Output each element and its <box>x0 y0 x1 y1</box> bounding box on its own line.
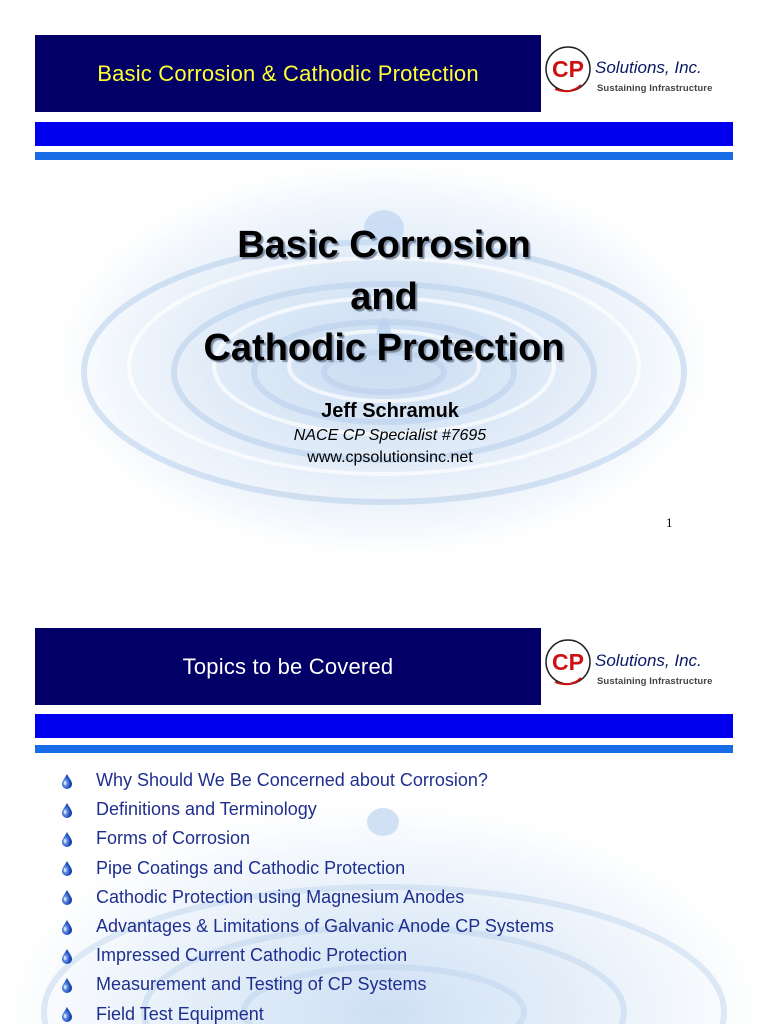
header-title-bar <box>35 628 541 705</box>
main-title-line-1: Basic Corrosion <box>237 224 531 266</box>
topic-text: Cathodic Protection using Magnesium Anodes <box>96 886 465 907</box>
topic-item <box>60 970 554 999</box>
topic-item <box>60 941 554 970</box>
water-drop-bullet-icon <box>60 919 74 935</box>
topic-text: Measurement and Testing of CP Systems <box>96 974 427 995</box>
water-drop-bullet-icon <box>60 802 74 818</box>
logo-tagline: Sustaining Infrastructure <box>597 676 713 687</box>
topic-item <box>60 854 554 883</box>
author-credential: NACE CP Specialist #7695 <box>293 427 487 444</box>
author-name: Jeff Schramuk <box>321 400 459 422</box>
water-drop-bullet-icon <box>60 948 74 964</box>
header-title: Topics to be Covered <box>182 653 394 679</box>
header-title-bar <box>35 35 541 112</box>
topic-item <box>60 824 554 853</box>
main-title-line-2: and <box>350 276 418 318</box>
header-band-thin <box>35 745 733 753</box>
page-number: 1 <box>666 515 673 530</box>
logo-company-name: Solutions, Inc. <box>595 58 702 77</box>
water-drop-bullet-icon <box>60 831 74 847</box>
water-drop-bullet-icon <box>60 1006 74 1022</box>
author-website: www.cpsolutionsinc.net <box>307 449 473 466</box>
water-drop-bullet-icon <box>60 889 74 905</box>
topic-text: Why Should We Be Concerned about Corrosion? <box>96 770 488 791</box>
logo-company-name: Solutions, Inc. <box>595 651 702 670</box>
header-band-thick <box>35 714 733 738</box>
topic-text: Advantages & Limitations of Galvanic Anode CP Systems <box>96 916 554 937</box>
topic-text: Impressed Current Cathodic Protection <box>96 945 408 966</box>
topics-slide <box>0 592 768 1024</box>
logo-mark: CP <box>552 56 584 82</box>
topic-item <box>60 883 554 912</box>
water-drop-bullet-icon <box>60 977 74 993</box>
topic-text: Forms of Corrosion <box>96 828 251 849</box>
header-band-thin <box>35 152 733 160</box>
topic-text: Field Test Equipment <box>96 1003 264 1024</box>
topic-text: Pipe Coatings and Cathodic Protection <box>96 857 406 878</box>
main-title-line-3: Cathodic Protection <box>203 327 565 369</box>
topic-item <box>60 912 554 941</box>
water-drop-bullet-icon <box>60 773 74 789</box>
topic-item <box>60 766 554 795</box>
header-band-thick <box>35 122 733 146</box>
company-logo <box>541 35 733 112</box>
topic-list <box>60 766 554 1024</box>
water-drop-bullet-icon <box>60 860 74 876</box>
company-logo <box>541 628 733 705</box>
header-title: Basic Corrosion & Cathodic Protection <box>97 60 479 86</box>
topic-text: Definitions and Terminology <box>96 799 317 820</box>
logo-tagline: Sustaining Infrastructure <box>597 83 713 94</box>
topic-item <box>60 795 554 824</box>
logo-mark: CP <box>552 649 584 675</box>
topic-item <box>60 1000 554 1024</box>
